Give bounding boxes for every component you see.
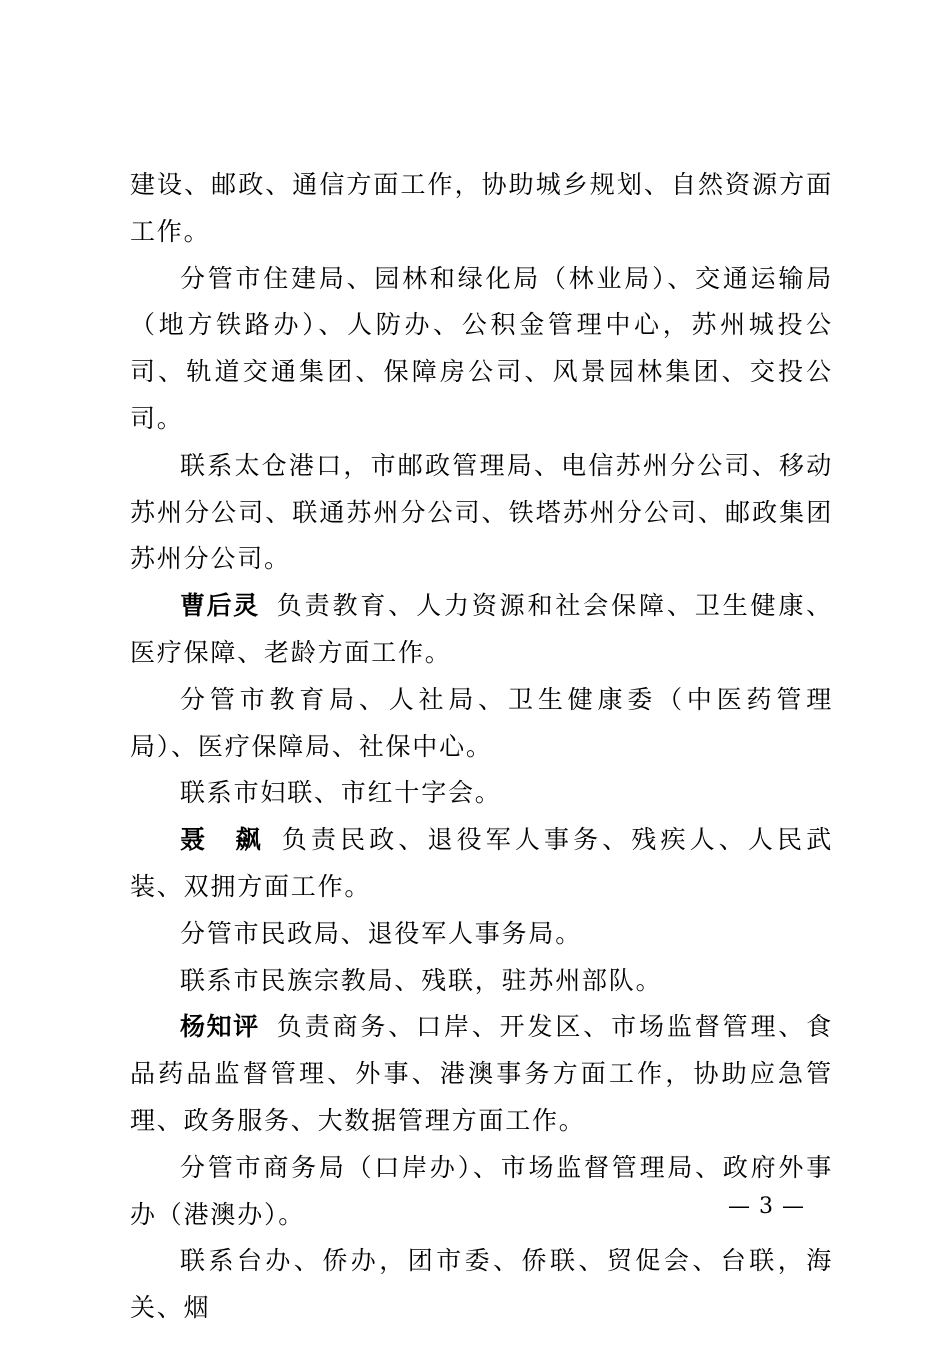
page-number: — 3 — bbox=[728, 1194, 805, 1219]
official-name: 聂 飙 bbox=[180, 825, 264, 855]
paragraph-text: 联系市妇联、市红十字会。 bbox=[180, 778, 502, 808]
paragraph-text: 联系太仓港口，市邮政管理局、电信苏州分公司、移动苏州分公司、联通苏州分公司、铁塔苏州分公司、邮政集团苏州分公司。 bbox=[130, 450, 833, 574]
official-name: 杨知评 bbox=[180, 1012, 260, 1042]
paragraph-text: 负责商务、口岸、开发区、市场监督管理、食品药品监督管理、外事、港澳事务方面工作，协助应急管理、政务服务、大数据管理方面工作。 bbox=[130, 1012, 833, 1135]
document-body bbox=[130, 162, 833, 1332]
paragraph-text: 建设、邮政、通信方面工作，协助城乡规划、自然资源方面工作。 bbox=[130, 170, 833, 246]
official-name: 曹后灵 bbox=[180, 591, 260, 621]
paragraph-text: 负责民政、退役军人事务、残疾人、人民武装、双拥方面工作。 bbox=[130, 825, 833, 901]
paragraph bbox=[130, 1004, 833, 1144]
paragraph-text: 分管市商务局（口岸办）、市场监督管理局、政府外事办（港澳办）。 bbox=[130, 1152, 833, 1229]
paragraph bbox=[130, 677, 833, 771]
paragraph bbox=[130, 817, 833, 911]
paragraph-text: 负责教育、人力资源和社会保障、卫生健康、医疗保障、老龄方面工作。 bbox=[130, 591, 833, 667]
paragraph bbox=[130, 1238, 833, 1332]
paragraph bbox=[130, 162, 833, 256]
paragraph bbox=[130, 583, 833, 677]
paragraph bbox=[130, 256, 833, 443]
paragraph-text: 分管市教育局、人社局、卫生健康委（中医药管理局）、医疗保障局、社保中心。 bbox=[130, 684, 833, 761]
paragraph-text: 分管市民政局、退役军人事务局。 bbox=[180, 918, 583, 948]
paragraph-text: 联系台办、侨办，团市委、侨联、贸促会、台联，海关、烟 bbox=[130, 1246, 833, 1323]
paragraph bbox=[130, 443, 833, 583]
paragraph-text: 分管市住建局、园林和绿化局（林业局）、交通运输局（地方铁路办）、人防办、公积金管理中心，苏州城投公司、轨道交通集团、保障房公司、风景园林集团、交投公司。 bbox=[130, 263, 833, 433]
paragraph bbox=[130, 911, 833, 958]
paragraph-text: 联系市民族宗教局、残联，驻苏州部队。 bbox=[180, 965, 663, 995]
paragraph bbox=[130, 770, 833, 817]
paragraph bbox=[130, 958, 833, 1005]
